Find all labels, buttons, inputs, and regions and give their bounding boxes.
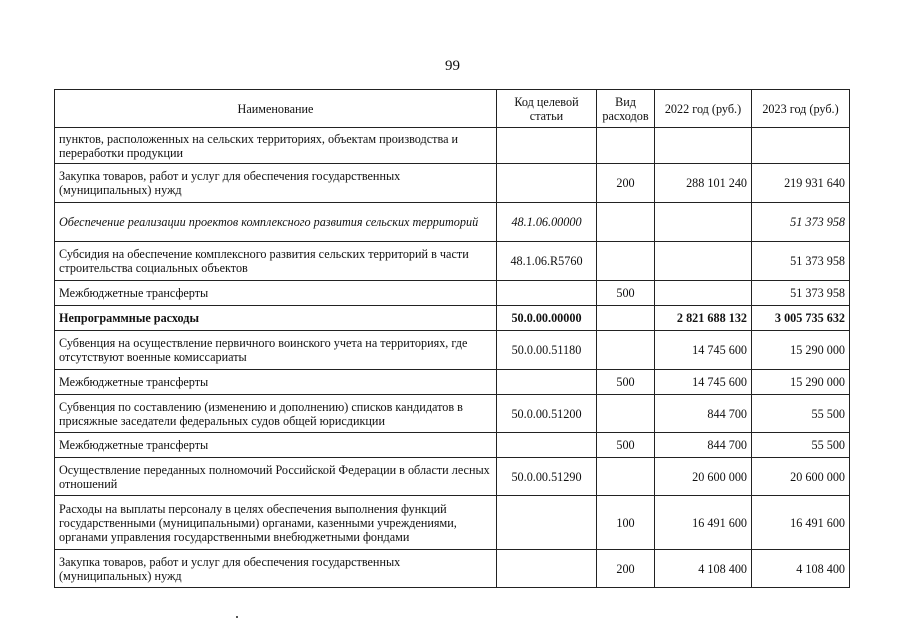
cell-2022: 844 700 xyxy=(655,395,752,433)
header-name: Наименование xyxy=(55,90,497,128)
cell-type xyxy=(597,331,655,370)
cell-2023: 15 290 000 xyxy=(752,370,850,395)
cell-type: 200 xyxy=(597,164,655,203)
cell-2023: 51 373 958 xyxy=(752,281,850,306)
cell-2023: 3 005 735 632 xyxy=(752,306,850,331)
cell-type xyxy=(597,395,655,433)
table-row xyxy=(55,281,850,306)
cell-2022 xyxy=(655,281,752,306)
cell-2023: 51 373 958 xyxy=(752,203,850,242)
cell-2022: 14 745 600 xyxy=(655,370,752,395)
scan-speck xyxy=(236,616,238,618)
cell-name: Межбюджетные трансферты xyxy=(55,281,497,306)
table-row xyxy=(55,306,850,331)
cell-code xyxy=(497,128,597,164)
cell-2022: 20 600 000 xyxy=(655,458,752,496)
cell-name: Субсидия на обеспечение комплексного развития сельских территорий в части строительства социальных объектов xyxy=(55,242,497,281)
table-row xyxy=(55,395,850,433)
cell-code: 50.0.00.51200 xyxy=(497,395,597,433)
cell-code xyxy=(497,550,597,588)
table-row xyxy=(55,433,850,458)
cell-code: 48.1.06.00000 xyxy=(497,203,597,242)
budget-table xyxy=(54,89,850,588)
cell-2022: 4 108 400 xyxy=(655,550,752,588)
cell-type xyxy=(597,128,655,164)
cell-type: 500 xyxy=(597,281,655,306)
cell-code: 50.0.00.51180 xyxy=(497,331,597,370)
cell-2023 xyxy=(752,128,850,164)
cell-type xyxy=(597,458,655,496)
cell-name: Межбюджетные трансферты xyxy=(55,433,497,458)
table-row xyxy=(55,164,850,203)
cell-code xyxy=(497,433,597,458)
table-row xyxy=(55,331,850,370)
cell-type xyxy=(597,203,655,242)
cell-2023: 20 600 000 xyxy=(752,458,850,496)
cell-name: Закупка товаров, работ и услуг для обеспечения государственных (муниципальных) нужд xyxy=(55,550,497,588)
cell-2022 xyxy=(655,128,752,164)
cell-2022: 14 745 600 xyxy=(655,331,752,370)
table-row xyxy=(55,496,850,550)
cell-code: 48.1.06.R5760 xyxy=(497,242,597,281)
cell-name: Непрограммные расходы xyxy=(55,306,497,331)
cell-name: Межбюджетные трансферты xyxy=(55,370,497,395)
page-number: 99 xyxy=(445,58,460,74)
table-body xyxy=(55,128,850,588)
cell-code xyxy=(497,370,597,395)
cell-2023: 219 931 640 xyxy=(752,164,850,203)
cell-type xyxy=(597,306,655,331)
cell-2022: 16 491 600 xyxy=(655,496,752,550)
table-header-row xyxy=(55,90,850,128)
table-row xyxy=(55,370,850,395)
table-row xyxy=(55,550,850,588)
cell-2022: 844 700 xyxy=(655,433,752,458)
cell-2023: 51 373 958 xyxy=(752,242,850,281)
cell-2022 xyxy=(655,242,752,281)
cell-2023: 15 290 000 xyxy=(752,331,850,370)
header-code: Код целевой статьи xyxy=(497,90,597,128)
cell-name: Осуществление переданных полномочий Российской Федерации в области лесных отношений xyxy=(55,458,497,496)
cell-code: 50.0.00.00000 xyxy=(497,306,597,331)
header-2023: 2023 год (руб.) xyxy=(752,90,850,128)
cell-name: Субвенция на осуществление первичного воинского учета на территориях, где отсутствуют военные комиссариаты xyxy=(55,331,497,370)
cell-2022: 288 101 240 xyxy=(655,164,752,203)
cell-name: пунктов, расположенных на сельских территориях, объектам производства и переработки продукции xyxy=(55,128,497,164)
cell-code xyxy=(497,496,597,550)
table-row xyxy=(55,242,850,281)
cell-2023: 4 108 400 xyxy=(752,550,850,588)
cell-name: Расходы на выплаты персоналу в целях обеспечения выполнения функций государственными (муниципальными) органами, казенными учреждениями, органами управления государственными внебюджетными фондами xyxy=(55,496,497,550)
cell-2023: 16 491 600 xyxy=(752,496,850,550)
cell-type: 500 xyxy=(597,433,655,458)
cell-name: Закупка товаров, работ и услуг для обеспечения государственных (муниципальных) нужд xyxy=(55,164,497,203)
cell-2022 xyxy=(655,203,752,242)
header-2022: 2022 год (руб.) xyxy=(655,90,752,128)
table-row xyxy=(55,203,850,242)
cell-name: Субвенция по составлению (изменению и дополнению) списков кандидатов в присяжные заседатели федеральных судов общей юрисдикции xyxy=(55,395,497,433)
header-type: Вид расходов xyxy=(597,90,655,128)
cell-type: 100 xyxy=(597,496,655,550)
cell-name: Обеспечение реализации проектов комплексного развития сельских территорий xyxy=(55,203,497,242)
cell-code xyxy=(497,164,597,203)
cell-type xyxy=(597,242,655,281)
table-row xyxy=(55,128,850,164)
cell-code xyxy=(497,281,597,306)
cell-2023: 55 500 xyxy=(752,433,850,458)
cell-type: 200 xyxy=(597,550,655,588)
cell-code: 50.0.00.51290 xyxy=(497,458,597,496)
table-row xyxy=(55,458,850,496)
cell-2023: 55 500 xyxy=(752,395,850,433)
cell-type: 500 xyxy=(597,370,655,395)
cell-2022: 2 821 688 132 xyxy=(655,306,752,331)
